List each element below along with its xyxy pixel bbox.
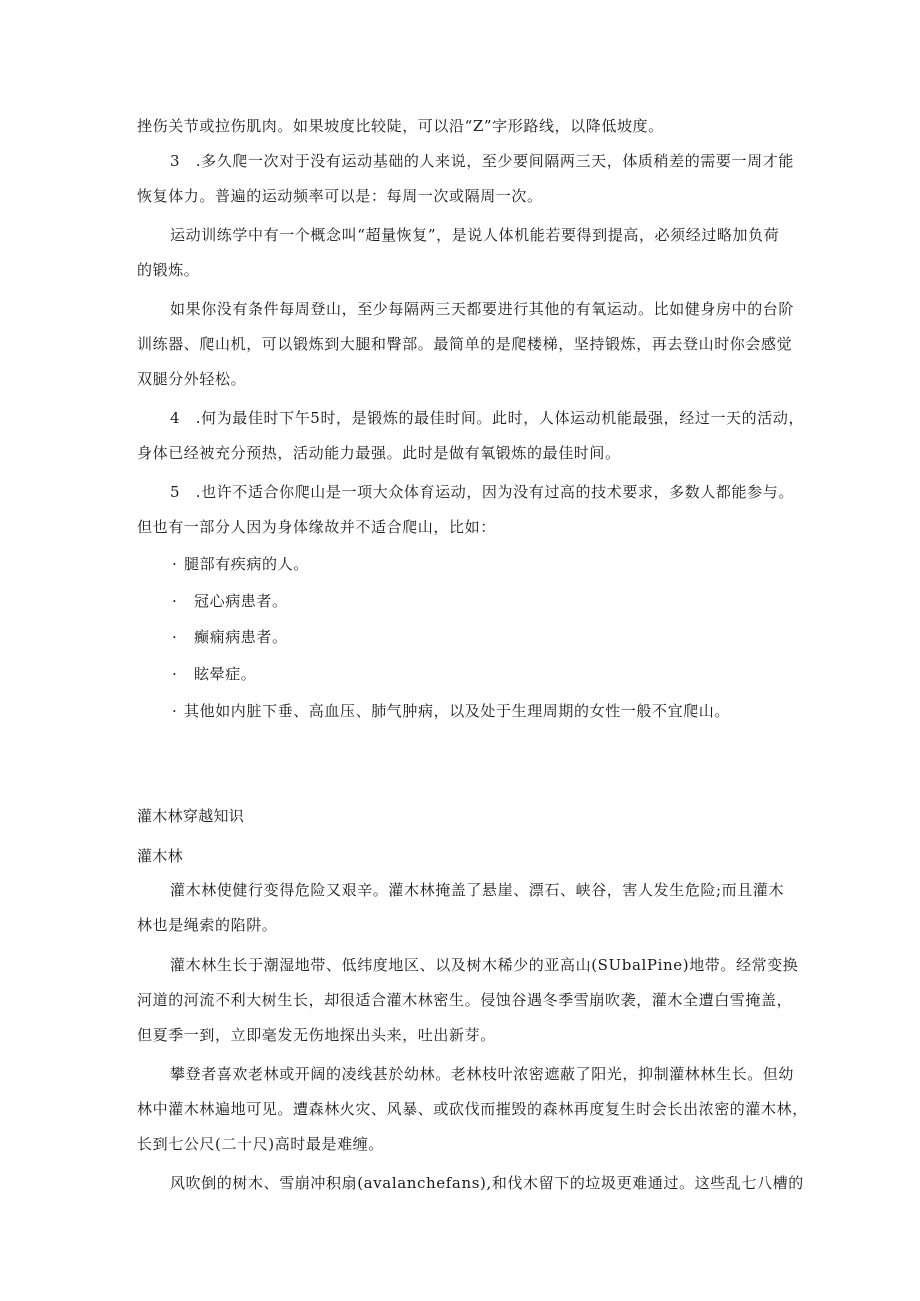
paragraph-line: 但也有一部分人因为身体缘故并不适合爬山，比如： xyxy=(137,518,496,536)
paragraph-line: 林中灌木林遍地可见。遭森林火灾、风暴、或砍伐而摧毁的森林再度复生时会长出浓密的灌木林， xyxy=(137,1100,808,1118)
paragraph-line: 河道的河流不利大树生长，却很适合灌木林密生。侵蚀谷遇冬季雪崩吹袭，灌木全遭白雪掩盖， xyxy=(137,991,793,1009)
section-title: 灌木林穿越知识 xyxy=(137,807,245,825)
paragraph-line: 挫伤关节或拉伤肌肉。如果坡度比较陡，可以沿“Z”字形路线，以降低坡度。 xyxy=(137,117,664,135)
paragraph-line: 双腿分外轻松。 xyxy=(137,370,247,388)
bullet-dot: · xyxy=(172,628,178,646)
paragraph-line: 灌木林使健行变得危险又艰辛。灌木林掩盖了悬崖、漂石、峡谷，害人发生危险;而且灌木 xyxy=(170,881,785,899)
bullet-text: 冠心病患者。 xyxy=(194,592,288,610)
paragraph-line: 但夏季一到，立即毫发无伤地探出头来，吐出新芽。 xyxy=(137,1026,496,1044)
bullet-text: 其他如内脏下垂、高血压、肺气肿病，以及处于生理周期的女性一般不宜爬山。 xyxy=(184,702,731,720)
paragraph-line: 长到七公尺(二十尺)高时最是难缠。 xyxy=(137,1135,384,1153)
bullet-text: 癫痫病患者。 xyxy=(194,628,288,646)
paragraph-line: 身体已经被充分预热，活动能力最强。此时是做有氧锻炼的最佳时间。 xyxy=(137,444,621,462)
paragraph-line: 风吹倒的树木、雪崩冲积扇(avalanchefans),和伐木留下的垃圾更难通过。这些乱七八槽的 xyxy=(170,1174,804,1192)
paragraph-line: 运动训练学中有一个概念叫“超量恢复”，是说人体机能若要得到提高，必须经过略加负荷 xyxy=(170,226,780,244)
bullet-dot: · xyxy=(172,592,178,610)
paragraph-line: 如果你没有条件每周登山，至少每隔两三天都要进行其他的有氧运动。比如健身房中的台阶 xyxy=(170,300,795,318)
paragraph-line: 3 .多久爬一次对于没有运动基础的人来说，至少要间隔两三天，体质稍差的需要一周才能 xyxy=(170,152,794,170)
bullet-dot: · xyxy=(172,665,178,683)
bullet-dot: · xyxy=(172,702,178,720)
bullet-dot: · xyxy=(172,555,178,573)
paragraph-line: 攀登者喜欢老林或开阔的凌线甚於幼林。老林枝叶浓密遮蔽了阳光，抑制灌林林生长。但幼 xyxy=(170,1065,795,1083)
bullet-item xyxy=(172,701,730,721)
paragraph-line: 5 .也许不适合你爬山是一项大众体育运动，因为没有过高的技术要求，多数人都能参与。 xyxy=(170,483,794,501)
paragraph-line: 4 .何为最佳时下午5时，是锻炼的最佳时间。此时，人体运动机能最强，经过一天的活动， xyxy=(170,409,805,427)
bullet-text: 眩晕症。 xyxy=(194,665,257,683)
paragraph-line: 林也是绳索的陷阱。 xyxy=(137,916,278,934)
section-subtitle: 灌木林 xyxy=(137,847,183,865)
bullet-item xyxy=(172,627,288,647)
paragraph-line: 恢复体力。普遍的运动频率可以是：每周一次或隔周一次。 xyxy=(137,187,543,205)
paragraph-line: 灌木林生长于潮湿地带、低纬度地区、以及树木稀少的亚高山(SUbalPine)地带。经常变换 xyxy=(170,956,799,974)
bullet-text: 腿部有疾病的人。 xyxy=(184,555,309,573)
bullet-item xyxy=(172,591,288,611)
bullet-item xyxy=(172,554,309,574)
paragraph-line: 训练器、爬山机，可以锻炼到大腿和臀部。最简单的是爬楼梯，坚持锻炼，再去登山时你会感觉 xyxy=(137,335,793,353)
paragraph-line: 的锻炼。 xyxy=(137,261,200,279)
bullet-item xyxy=(172,664,256,684)
